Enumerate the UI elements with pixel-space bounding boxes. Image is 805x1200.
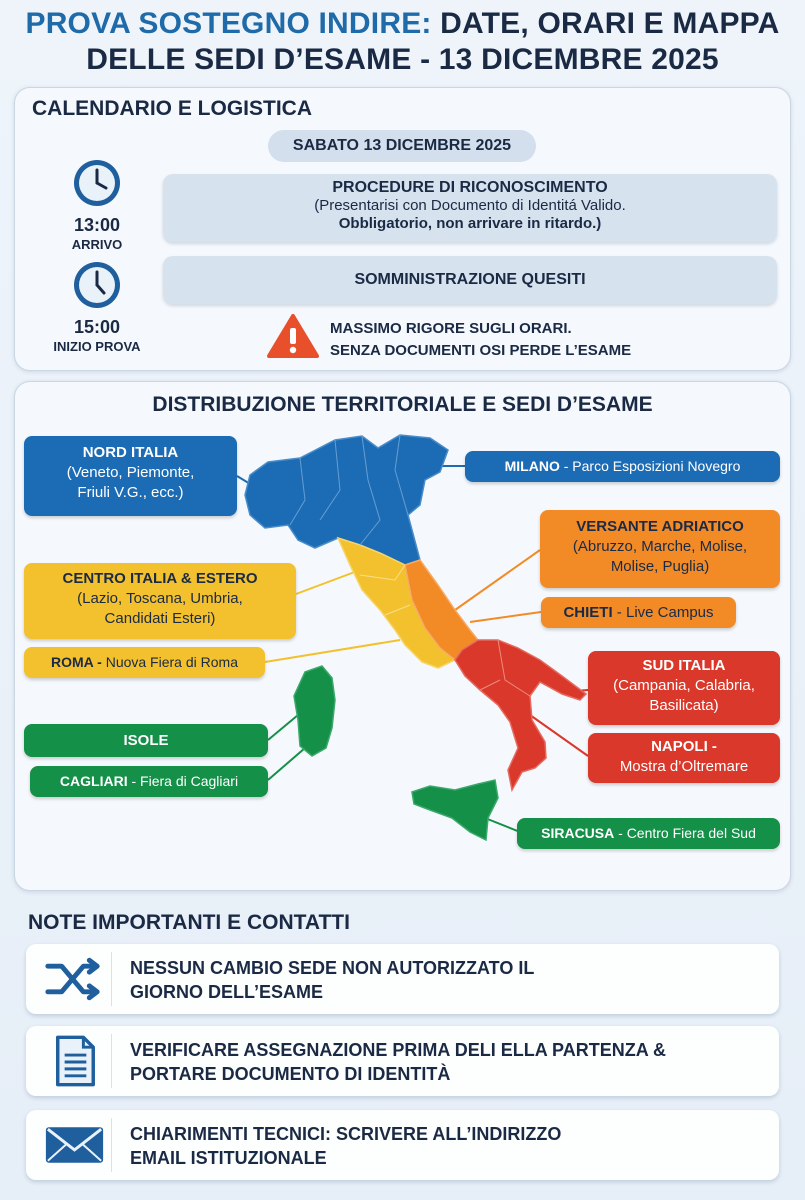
page-title [0,6,805,78]
nord-line2: Friuli V.G., ecc.) [77,484,184,501]
step-administration-title: SOMMINISTRAZIONE QUESITI [354,271,586,288]
arrival-time-label: ARRIVO [71,237,123,252]
cagliari-city: CAGLIARI [59,773,128,789]
sud-title: SUD ITALIA [642,657,726,674]
step-identification-line1: (Presentarisi con Documento di Identitá Valido. [314,197,626,214]
centro-line1: (Lazio, Toscana, Umbria, [77,590,243,607]
label-roma [24,647,265,678]
note-line-2: EMAIL ISTITUZIONALE [130,1148,327,1168]
title-line-1 [0,6,805,42]
adriatico-line2: Molise, Puglia) [610,558,710,575]
note-line-1: VERIFICARE ASSEGNAZIONE PRIMA DELI ELLA PARTENZA & [130,1040,667,1060]
start-time-label: INIZIO PROVA [53,339,141,354]
label-centro-italia [24,563,296,639]
note-text [130,1038,666,1086]
note-technical-support [26,1110,779,1180]
warning-icon [267,313,319,359]
label-nord-italia [24,436,237,516]
note-line-1: NESSUN CAMBIO SEDE NON AUTORIZZATO IL [130,958,535,978]
cagliari-venue: - Fiera di Cagliari [127,773,239,789]
isole-title: ISOLE [123,732,169,749]
arrival-time-value: 13:00 [73,215,121,235]
warning-text [330,318,631,362]
region-sardinia [294,666,335,756]
note-no-venue-change [26,944,779,1014]
note-text [130,956,534,1004]
title-rest: DATE, ORARI E MAPPA [440,7,780,40]
step-identification-line2: Obbligatorio, non arrivare in ritardo.) [338,215,602,232]
notes-heading: NOTE IMPORTANTI E CONTATTI [28,911,350,934]
label-siracusa [517,818,780,849]
note-line-2: GIORNO DELL’ESAME [130,982,324,1002]
clock-icon [72,158,122,208]
start-time-value: 15:00 [73,317,121,337]
roma-city: ROMA - [51,654,102,670]
sud-line1: (Campania, Calabria, [613,677,755,694]
warning-line-2: SENZA DOCUMENTI OSI PERDE L’ESAME [330,342,632,359]
shuffle-icon [38,952,112,1006]
exam-date-badge: SABATO 13 DICEMBRE 2025 [268,130,536,162]
sud-line2: Basilicata) [649,697,719,714]
milano-venue: - Parco Esposizioni Novegro [559,458,741,474]
label-isole [24,724,268,757]
chieti-venue: - Live Campus [612,604,714,621]
warning-line-1: MASSIMO RIGORE SUGLI ORARI. [330,320,572,337]
centro-line2: Candidati Esteri) [104,610,216,627]
centro-title: CENTRO ITALIA & ESTERO [62,570,258,587]
siracusa-venue: - Centro Fiera del Sud [614,825,756,841]
map-heading: DISTRIBUZIONE TERRITORIALE E SEDI D’ESAME [152,393,653,416]
label-chieti [541,597,736,628]
step-administration [163,256,777,304]
note-line-1: CHIARIMENTI TECNICI: SCRIVERE ALL’INDIRIZZO [130,1124,562,1144]
adriatico-title: VERSANTE ADRIATICO [576,518,744,535]
label-versante-adriatico [540,510,780,588]
envelope-icon [38,1118,112,1172]
arrival-time [47,214,147,254]
note-line-2: PORTARE DOCUMENTO DI IDENTITÀ [130,1064,451,1084]
document-icon [38,1034,112,1088]
clock-icon [72,260,122,310]
start-time [47,316,147,356]
title-line-2: DELLE SEDI D’ESAME - 13 DICEMBRE 2025 [86,43,719,76]
roma-venue: Nuova Fiera di Roma [101,654,238,670]
label-sud-italia [588,651,780,725]
step-identification-title: PROCEDURE DI RICONOSCIMENTO [332,179,608,196]
title-accent: PROVA SOSTEGNO INDIRE: [25,7,432,40]
label-cagliari [30,766,268,797]
note-verify-assignment [26,1026,779,1096]
step-identification [163,174,777,242]
region-sicily [412,780,498,840]
napoli-venue: Mostra d’Oltremare [619,758,749,775]
calendar-heading: CALENDARIO E LOGISTICA [32,97,313,120]
napoli-city: NAPOLI - [651,738,717,755]
label-milano [465,451,780,482]
note-text [130,1122,561,1170]
adriatico-line1: (Abruzzo, Marche, Molise, [572,538,748,555]
label-napoli [588,733,780,783]
region-south [455,640,586,790]
nord-title: NORD ITALIA [82,444,179,461]
milano-city: MILANO [504,458,560,474]
chieti-city: CHIETI [563,604,613,621]
nord-line1: (Veneto, Piemonte, [66,464,195,481]
siracusa-city: SIRACUSA [541,825,615,841]
